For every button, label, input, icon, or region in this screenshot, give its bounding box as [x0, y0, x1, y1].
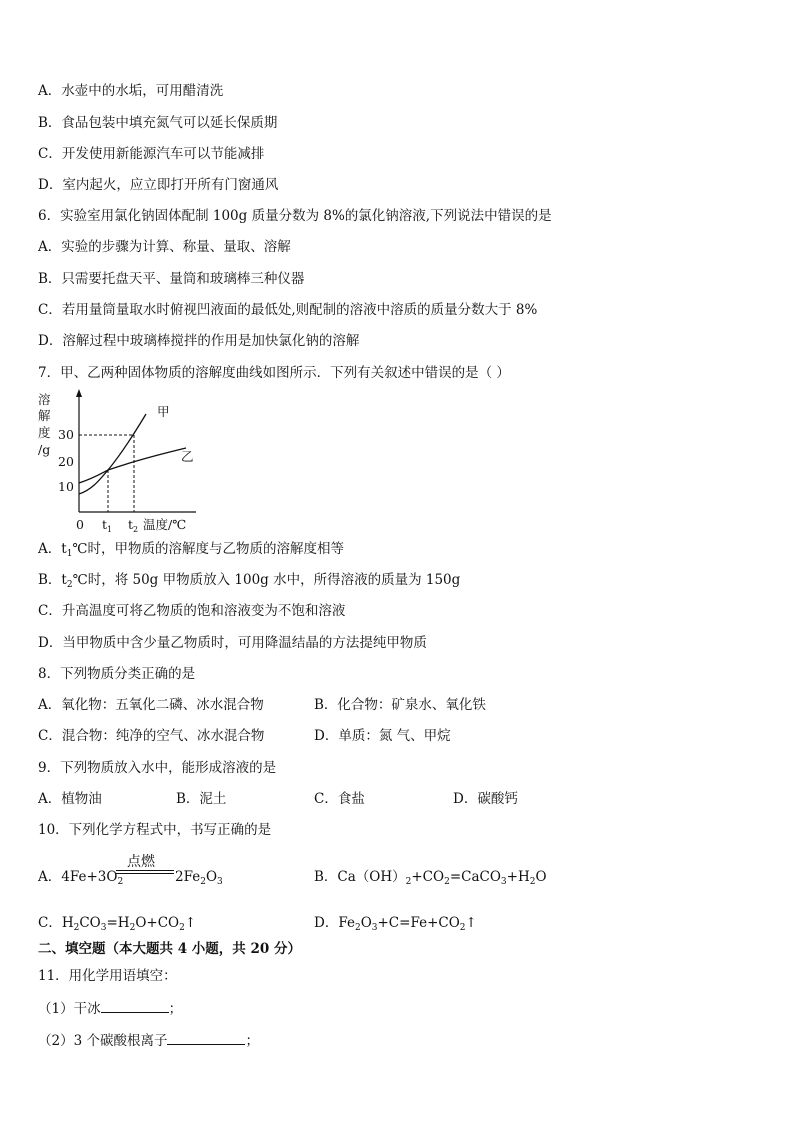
q8-stem: 8．下列物质分类正确的是 — [38, 666, 196, 682]
q10-option-b: B．$Ca(OH)_2+CO_2=CaCO_3+H_2O$ — [314, 869, 547, 887]
xlabel: 温度/℃ — [143, 517, 187, 532]
q7-option-a: A．$t_1℃$时，甲物质的溶解度与乙物质的溶解度相等 — [38, 541, 345, 559]
ytick-30: 30 — [58, 427, 74, 442]
q5-option-b: B．食品包装中填充氮气可以延长保质期 — [38, 115, 278, 131]
q5-option-c: C．开发使用新能源汽车可以节能减排 — [38, 146, 265, 162]
q10-stem: 10．下列化学方程式中，书写正确的是 — [38, 822, 272, 838]
ylabel-char-1: 溶 — [38, 392, 51, 407]
curve-yi-label: 乙 — [181, 449, 194, 464]
q5-option-a: A．水壶中的水垢，可用醋清洗 — [38, 83, 224, 99]
q6-option-b: B．只需要托盘天平、量筒和玻璃棒三种仪器 — [38, 271, 305, 287]
ylabel-char-2: 解 — [38, 408, 51, 423]
q9-option-d: D．碳酸钙 — [453, 791, 518, 807]
q9-option-a: A．植物油 — [38, 791, 102, 807]
q10-option-c: C．$H_2CO_3=H_2O+CO_2↑$ — [38, 915, 197, 933]
q6-option-c: C．若用量筒量取水时俯视凹液面的最低处,则配制的溶液中溶质的质量分数大于 8% — [38, 302, 538, 318]
curve-jia — [79, 414, 146, 494]
q8-option-d: D．单质：氮 气、甲烷 — [314, 728, 451, 744]
q6-stem: 6．实验室用氯化钠固体配制 100g 质量分数为 8%的氯化钠溶液,下列说法中错误的是 — [38, 208, 552, 224]
curve-yi — [79, 448, 186, 483]
q8-option-c: C．混合物：纯净的空气、冰水混合物 — [38, 728, 265, 744]
q5-option-d: D．室内起火，应立即打开所有门窗通风 — [38, 177, 279, 193]
q6-option-a: A．实验的步骤为计算、称量、量取、溶解 — [38, 239, 291, 255]
q8-option-a: A．氧化物：五氧化二磷、冰水混合物 — [38, 697, 264, 713]
q8-option-b: B．化合物：矿泉水、氧化铁 — [314, 697, 486, 713]
q7-option-b: B．$t_2℃$时，将 50g 甲物质放入 100g 水中，所得溶液的质量为 150g — [38, 572, 461, 590]
ylabel-char-3: 度 — [38, 425, 51, 440]
curve-jia-label: 甲 — [157, 404, 170, 419]
q11-blank-2[interactable] — [167, 1030, 245, 1045]
q9-option-b: B．泥土 — [176, 791, 227, 807]
q10-option-a-right: $2Fe_2O_3$ — [175, 869, 223, 887]
q11-part-2: （2）3 个碳酸根离子 ； — [38, 1030, 259, 1050]
q9-option-c: C．食盐 — [314, 791, 365, 807]
ytick-10: 10 — [58, 479, 74, 494]
origin-label: 0 — [76, 517, 84, 532]
xtick-t2: $t_2$ — [128, 517, 139, 534]
q7-stem: 7．甲、乙两种固体物质的溶解度曲线如图所示．下列有关叙述中错误的是（ ） — [38, 365, 510, 381]
q11-part-1: （1）干冰 ； — [38, 998, 182, 1018]
solubility-curve-figure — [36, 386, 206, 536]
q10-a-equals-bar — [116, 870, 174, 874]
q9-stem: 9．下列物质放入水中，能形成溶液的是 — [38, 760, 277, 776]
section-2-heading: 二、填空题（本大题共 4 小题，共 20 分） — [38, 941, 301, 957]
y-axis-arrow — [76, 389, 82, 397]
xtick-t1: $t_1$ — [102, 517, 113, 534]
ylabel-char-4: /g — [38, 442, 51, 457]
q11-blank-1[interactable] — [101, 998, 169, 1013]
q10-option-a-left: A．$4Fe+3O_2$ — [38, 869, 124, 887]
q10-option-d: D．$Fe_2O_3+C=Fe+CO_2↑$ — [314, 915, 477, 933]
q11-stem: 11．用化学用语填空： — [38, 968, 177, 984]
ytick-20: 20 — [58, 454, 74, 469]
q6-option-d: D．溶解过程中玻璃棒搅拌的作用是加快氯化钠的溶解 — [38, 333, 360, 349]
q10-a-condition: 点燃 — [127, 854, 155, 870]
q7-option-c: C．升高温度可将乙物质的饱和溶液变为不饱和溶液 — [38, 603, 346, 619]
q7-option-d: D．当甲物质中含少量乙物质时，可用降温结晶的方法提纯甲物质 — [38, 635, 427, 651]
